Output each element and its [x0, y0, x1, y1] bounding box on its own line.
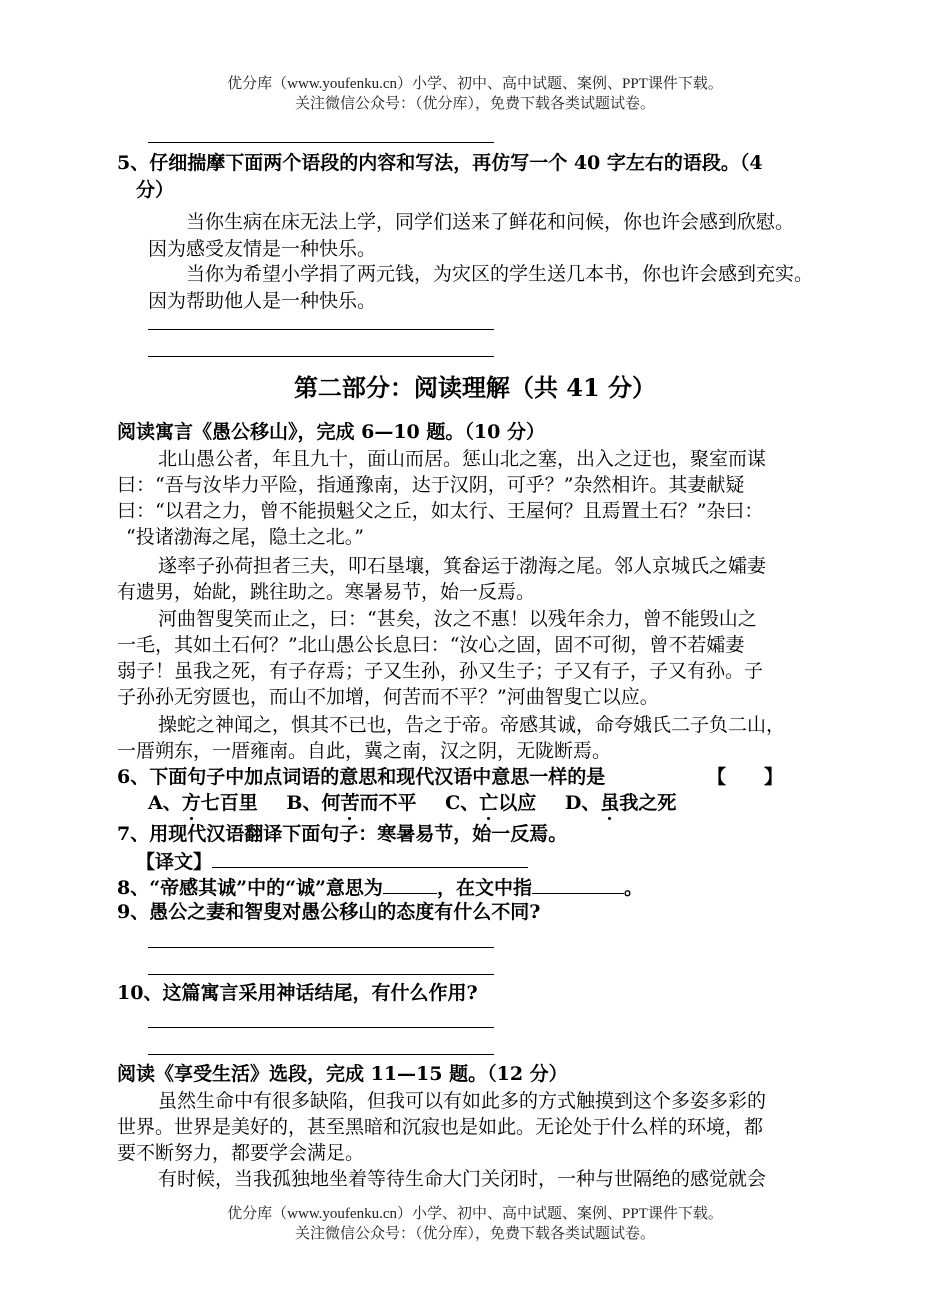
- passage-line: 有遗男，始龀，跳往助之。寒暑易节，始一反焉。: [117, 581, 536, 603]
- passage-line: 曰：“吾与汝毕力平险，指通豫南，达于汉阴，可乎？”杂然相许。其妻献疑: [117, 474, 745, 496]
- translation-label: 【译文】: [136, 851, 213, 873]
- page-header: [0, 74, 950, 114]
- passage-line: 河曲智叟笑而止之，曰：“甚矣，汝之不惠！以残年余力，曾不能毁山之: [158, 608, 757, 630]
- q7-stem: 7、用现代汉语翻译下面句子：寒暑易节，始一反焉。: [117, 823, 568, 845]
- q5-para-1a: 当你生病在床无法上学，同学们送来了鲜花和问候，你也许会感到欣慰。: [186, 211, 795, 233]
- answer-line: [148, 329, 494, 330]
- q9-stem: 9、愚公之妻和智叟对愚公移山的态度有什么不同?: [117, 901, 541, 923]
- answer-line: [148, 974, 494, 975]
- q5-para-1b: 因为感受友情是一种快乐。: [148, 238, 377, 260]
- fill-blank: [383, 873, 437, 894]
- footer-line-2: 关注微信公众号：（优分库），免费下载各类试题试卷。: [294, 1226, 655, 1242]
- q6-options: [148, 790, 676, 816]
- answer-line: [148, 1027, 494, 1028]
- q5-line-1: 5、仔细揣摩下面两个语段的内容和写法，再仿写一个 40 字左右的语段。（4: [117, 152, 763, 174]
- passage-line: “投诸渤海之尾，隐土之北。”: [126, 526, 364, 548]
- q7-translation: [136, 847, 528, 875]
- q10-stem: 10、这篇寓言采用神话结尾，有什么作用?: [117, 982, 478, 1004]
- q8-stem: [117, 873, 643, 901]
- passage-line: 遂率子孙荷担者三夫，叩石垦壤，箕畚运于渤海之尾。邻人京城氏之孀妻: [158, 555, 767, 577]
- passage-line: 世界。世界是美好的，甚至黑暗和沉寂也是如此。无论处于什么样的环境，都: [117, 1116, 764, 1138]
- translation-blank: [212, 847, 528, 868]
- passage-line: 一厝朔东，一厝雍南。自此，冀之南，汉之阴，无陇断焉。: [117, 740, 612, 762]
- footer-line-1: 优分库（www.youfenku.cn）小学、初中、高中试题、案例、PPT课件下载。: [227, 1206, 723, 1222]
- q5-para-2b: 因为帮助他人是一种快乐。: [148, 290, 377, 312]
- option-a: A、方七百里: [148, 792, 258, 814]
- passage-line: 北山愚公者，年且九十，面山而居。惩山北之塞，出入之迂也，聚室而谋: [158, 448, 767, 470]
- passage-line: 一毛，其如土石何？”北山愚公长息曰：“汝心之固，固不可彻，曾不若孀妻: [117, 634, 745, 656]
- q8-part-3: 。: [623, 877, 643, 899]
- answer-bracket: 【 】: [707, 766, 784, 788]
- q5-para-2a: 当你为希望小学捐了两元钱，为灾区的学生送几本书，你也许会感到充实。: [186, 263, 814, 285]
- passage-line: 弱子！虽我之死，有子存焉；子又生孙，孙又生子；子又有子，子又有孙。子: [117, 660, 764, 682]
- header-line-1: 优分库（www.youfenku.cn）小学、初中、高中试题、案例、PPT课件下载。: [227, 76, 723, 92]
- option-d: D、虽我之死: [564, 792, 677, 814]
- enjoy-intro: 阅读《享受生活》选段，完成 11—15 题。（12 分）: [117, 1063, 568, 1085]
- passage-line: 曰：“以君之力，曾不能损魁父之丘，如太行、王屋何？且焉置土石？”杂曰：: [117, 500, 764, 522]
- option-b: B、何苦而不平: [286, 792, 417, 814]
- header-line-2: 关注微信公众号：（优分库），免费下载各类试题试卷。: [294, 96, 655, 112]
- passage-line: 操蛇之神闻之，惧其不已也，告之于帝。帝感其诚，命夸娥氏二子负二山，: [158, 714, 786, 736]
- q8-part-2: ，在文中指: [436, 877, 532, 899]
- page-footer: [0, 1204, 950, 1244]
- answer-line: [148, 1054, 494, 1055]
- fill-blank: [532, 873, 624, 894]
- q6-stem: 6、下面句子中加点词语的意思和现代汉语中意思一样的是: [117, 766, 606, 788]
- passage-line: 子孙孙无穷匮也，而山不加增，何苦而不平？”河曲智叟亡以应。: [117, 686, 659, 708]
- q8-part-1: 8、“帝感其诚”中的“诚”意思为: [117, 877, 383, 899]
- passage-line: 有时候，当我孤独地坐着等待生命大门关闭时，一种与世隔绝的感觉就会: [158, 1168, 767, 1190]
- answer-line: [148, 142, 494, 143]
- passage-line: 虽然生命中有很多缺陷，但我可以有如此多的方式触摸到这个多姿多彩的: [158, 1090, 767, 1112]
- passage-line: 要不断努力，都要学会满足。: [117, 1142, 365, 1164]
- q5-line-2: 分）: [136, 179, 175, 201]
- option-c: C、亡以应: [445, 792, 537, 814]
- answer-line: [148, 947, 494, 948]
- section-title: 第二部分：阅读理解（共 41 分）: [293, 373, 657, 402]
- yugong-intro: 阅读寓言《愚公移山》，完成 6—10 题。（10 分）: [117, 421, 545, 443]
- answer-line: [148, 356, 494, 357]
